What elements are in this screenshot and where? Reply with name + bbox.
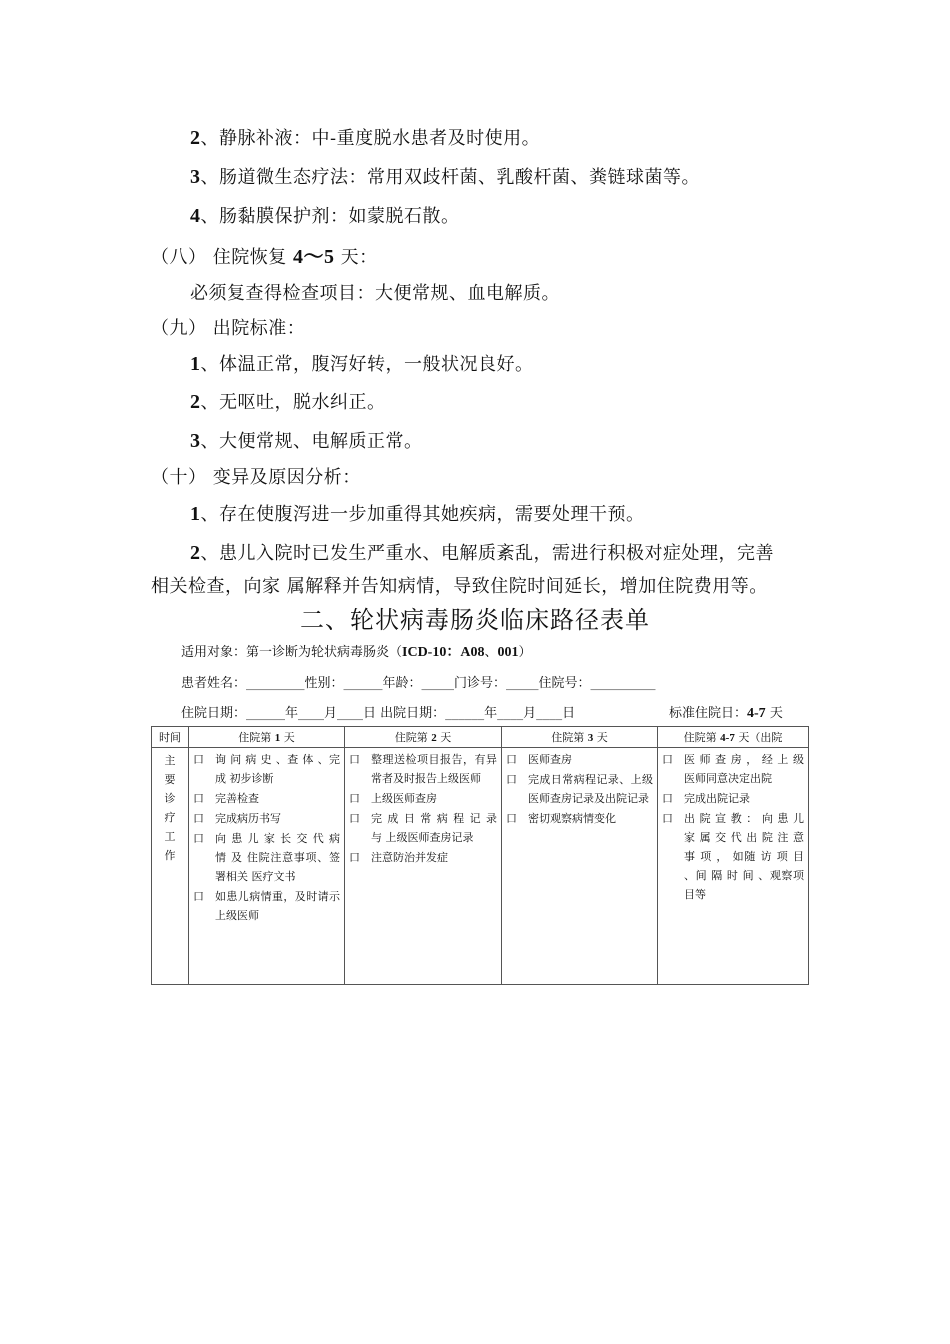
header-day-1: 住院第 1 天 [189,727,345,748]
checklist-item [506,750,653,769]
checkbox-icon: 口 [349,851,360,864]
section-9-item-2: 2、无呕吐，脱水纠正。 [190,391,386,413]
checkbox-icon: 口 [349,753,360,766]
checklist-item [349,789,497,808]
checkbox-icon: 口 [506,753,517,766]
checklist-item-text: 完成病历书写 [215,812,281,825]
checklist-item-text: 完成出院记录 [684,792,750,805]
checklist-item [662,789,804,808]
clinical-pathway-table [151,726,809,985]
checkbox-icon: 口 [349,812,360,825]
checklist-item [506,809,653,828]
para-mucosal-protectant: 4、肠黏膜保护剂：如蒙脱石散。 [190,205,460,227]
checklist-item [193,789,340,808]
section-8-body: 必须复查得检查项目：大便常规、血电解质。 [190,283,560,304]
checklist-item [506,770,653,808]
section-9-item-3: 3、大便常规、电解质正常。 [190,430,423,452]
checklist-item-text: 完 成 日 常 病 程 记 录 与 上级医师查房记录 [371,812,497,844]
checkbox-icon: 口 [662,792,673,805]
checklist-item-text: 注意防治并发症 [371,851,448,864]
checklist-item [349,750,497,788]
checklist-item-text: 整理送检项目报告，有异常者及时报告上级医师 [371,753,497,785]
checkbox-icon: 口 [662,812,673,825]
applicable-line: 适用对象：第一诊断为轮状病毒肠炎（ICD-10：A08、001） [181,645,532,660]
form-title: 二、轮状病毒肠炎临床路径表单 [300,606,650,634]
checklist-item-text: 询 问 病 史 、查 体 、完 成 初步诊断 [215,753,340,785]
header-day-2: 住院第 2 天 [345,727,502,748]
section-10-heading: （十） 变异及原因分析： [151,467,361,488]
checkbox-icon: 口 [193,753,204,766]
checklist-item [662,750,804,788]
day-4-7-tasks [658,748,809,985]
checkbox-icon: 口 [193,792,204,805]
table-row-main-work [152,748,809,985]
checklist-item-text: 如患儿病情重，及时请示上级医师 [215,890,340,922]
checklist-item-text: 上级医师查房 [371,792,437,805]
checklist-item-text: 出 院 宣 教 ： 向 患 儿 家 属 交 代 出 院 注 意 事 项 ， 如随 访 项 目 、间 隔 时 间 、观察项目等 [684,812,804,901]
day-2-tasks [345,748,502,985]
patient-info-line: 患者姓名：_________性别：______年龄：_____门诊号：_____住院号：__________ [181,676,656,691]
day-3-tasks [502,748,658,985]
checklist-item [193,829,340,886]
section-8-heading: （八） 住院恢复 4～5 天： [151,246,378,268]
checklist-item [349,848,497,867]
checklist-item [193,809,340,828]
checkbox-icon: 口 [349,792,360,805]
checkbox-icon: 口 [193,890,204,903]
checkbox-icon: 口 [506,773,517,786]
section-9-heading: （九） 出院标准： [151,318,306,339]
checkbox-icon: 口 [506,812,517,825]
section-10-item-1: 1、存在使腹泻进一步加重得其她疾病，需要处理干预。 [190,503,645,525]
checklist-item-text: 向 患 儿 家 长 交 代 病 情 及 住院注意事项、签署相关 医疗文书 [215,832,340,883]
checklist-item-text: 完善检查 [215,792,259,805]
checklist-item [349,809,497,847]
section-9-item-1: 1、体温正常，腹泻好转，一般状况良好。 [190,353,534,375]
checkbox-icon: 口 [193,812,204,825]
section-10-item-2: 2、患儿入院时已发生严重水、电解质紊乱，需进行积极对症处理，完善 [190,542,774,564]
checklist-item-text: 密切观察病情变化 [528,812,616,825]
section-10-item-2-cont: 相关检查，向家 属解释并告知病情，导致住院时间延长，增加住院费用等。 [151,576,768,597]
checkbox-icon: 口 [193,832,204,845]
para-iv-fluid: 2、静脉补液：中-重度脱水患者及时使用。 [190,127,541,149]
table-header-row [152,727,809,748]
checklist-item [193,750,340,788]
admission-date-line: 住院日期：______年____月____日 出院日期：______年____月____日 [181,706,576,721]
checklist-item [662,809,804,904]
standard-stay-line: 标准住院日：4-7 天 [669,706,783,721]
para-probiotics: 3、肠道微生态疗法：常用双歧杆菌、乳酸杆菌、粪链球菌等。 [190,166,700,188]
header-day-3: 住院第 3 天 [502,727,658,748]
day-1-tasks [189,748,345,985]
header-day-4-7: 住院第 4-7 天（出院 [658,727,809,748]
checklist-item [193,887,340,925]
row-label-main-work: 主 要 诊 疗 工 作 [152,748,189,985]
checkbox-icon: 口 [662,753,673,766]
header-time: 时间 [152,727,189,748]
checklist-item-text: 医师查房 [528,753,572,766]
checklist-item-text: 完成日常病程记录、上级医师查房记录及出院记录 [528,773,653,805]
checklist-item-text: 医 师 查 房 ， 经 上 级 医师同意决定出院 [684,753,804,785]
